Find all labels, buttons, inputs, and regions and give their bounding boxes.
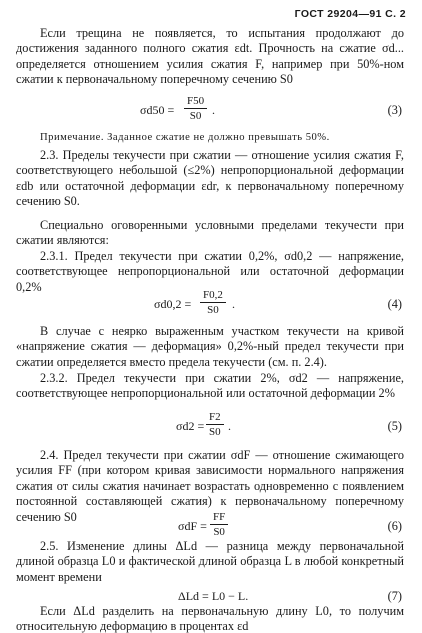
paragraph-special-limits: Специально оговоренными условными пределами текучести при сжатии являются:: [16, 218, 404, 248]
paragraph-2-4: 2.4. Предел текучести при сжатии σdF — отношение сжимающего усилия FF (при котором кривая зависимости нормального напряжения сжатия от силы сжатия начинает возрастать одновременно с появлением постоянной составляющей сжатия) к первоначальному поперечному сечению S0: [16, 448, 404, 524]
equation-6-number: (6): [387, 519, 402, 533]
paragraph-2-3-1: 2.3.1. Предел текучести при сжатии 0,2%, σd0,2 — напряжение, соответствующее непропорциональной или остаточной деформации 0,2%: [16, 249, 404, 294]
equation-5-denominator: S0: [209, 426, 221, 438]
equation-4: [0, 288, 422, 322]
equation-4-numerator: F0,2: [200, 288, 226, 303]
equation-3: [0, 94, 422, 128]
equation-3-number: (3): [387, 103, 402, 117]
equation-7-number: (7): [387, 589, 402, 603]
equation-5-numerator: F2: [206, 410, 224, 425]
equation-5-fraction: [206, 410, 224, 439]
equation-3-fraction: [184, 94, 207, 123]
equation-3-tail: .: [212, 103, 215, 117]
equation-4-tail: .: [232, 297, 235, 311]
paragraph-2-3-2: 2.3.2. Предел текучести при сжатии 2%, σd2 — напряжение, соответствующее непропорциональной или остаточной деформации 2%: [16, 371, 404, 401]
equation-3-numerator: F50: [184, 94, 207, 109]
note-text: Примечание. Заданное сжатие не должно превышать 50%.: [40, 132, 330, 143]
equation-5-number: (5): [387, 419, 402, 433]
equation-5: [0, 410, 422, 444]
page-header: ГОСТ 29204—91 С. 2: [294, 8, 406, 20]
paragraph-2-5: 2.5. Изменение длины ΔLd — разница между первоначальной длиной образца L0 и фактической длиной образца L в любой конкретный момент времени: [16, 539, 404, 584]
paragraph-2-3: 2.3. Пределы текучести при сжатии — отношение усилия сжатия F, соответствующего небольшой (≤2%) непропорциональной деформации εdb или остаточной деформации εdr, к первоначальному поперечному сечению S0.: [16, 148, 404, 209]
equation-5-tail: .: [228, 419, 231, 433]
equation-3-lhs: σd50 =: [140, 103, 175, 117]
equation-4-number: (4): [387, 297, 402, 311]
equation-3-denominator: S0: [189, 110, 202, 122]
equation-6-lhs: σdF =: [178, 519, 207, 533]
equation-5-lhs: σd2 =: [176, 419, 205, 433]
equation-4-denominator: S0: [207, 304, 219, 316]
equation-6-denominator: S0: [213, 526, 225, 538]
paragraph-yield-case: В случае с неярко выраженным участком текучести на кривой «напряжение сжатия — деформация» 0,2%-ный предел текучести при сжатии определяется вместо предела текучести (см. п. 2.4).: [16, 324, 404, 369]
paragraph-compression-strength: Если трещина не появляется, то испытания продолжают до достижения заданного полного сжатия εdt. Прочность на сжатие σd... определяется отношением усилия сжатия F, например при 50%-ном сжатии к первоначальному поперечному сечению S0: [16, 26, 404, 87]
paragraph-relative-strain: Если ΔLd разделить на первоначальную длину L0, то получим относительную деформацию в процентах εd: [16, 604, 404, 633]
equation-4-fraction: [200, 288, 226, 317]
equation-4-lhs: σd0,2 =: [154, 297, 192, 311]
equation-7-body: ΔLd = L0 − L.: [178, 589, 249, 603]
equation-6-fraction: [210, 510, 228, 539]
equation-6-numerator: FF: [210, 510, 228, 525]
